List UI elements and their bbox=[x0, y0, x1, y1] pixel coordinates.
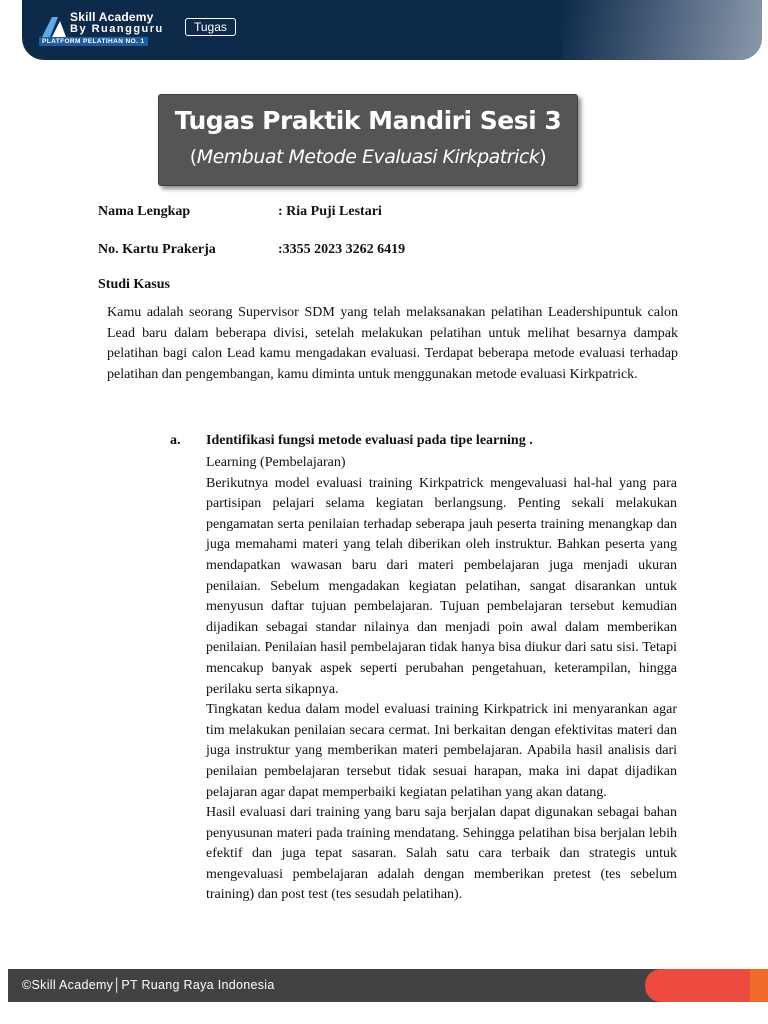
item-heading: Identifikasi fungsi metode evaluasi pada tipe learning . bbox=[206, 433, 533, 448]
card-number-value: :3355 2023 3262 6419 bbox=[278, 242, 406, 257]
case-study-heading: Studi Kasus bbox=[98, 277, 170, 292]
footer-accent-shape bbox=[645, 969, 750, 1002]
name-value: : Ria Puji Lestari bbox=[278, 204, 382, 219]
page-title: Tugas Praktik Mandiri Sesi 3 bbox=[174, 106, 562, 135]
item-body bbox=[206, 453, 677, 906]
header-bar bbox=[22, 0, 762, 60]
item-paragraph: Berikutnya model evaluasi training Kirkpatrick mengevaluasi hal-hal yang para partisipan pelajari selama kegiatan berlangsung. Penting sekali melakukan pengamatan serta penilaian terhadap seberapa jauh peserta training menangkap dan juga memahami materi yang telah diberikan oleh instruktur. Bahkan peserta yang mendapatkan wawasan baru dari materi pembelajaran juga menjadi ukuran penilaian. Sebelum mengadakan kegiatan pelatihan, sangat disarankan untuk menyusun daftar tujuan pembelajaran. Tujuan pembelajaran tersebut kemudian dijadikan sebagai standar nilainya dan menjadi poin awal dalam memberikan penilaian. Penilaian hasil pembelajaran tidak hanya bisa diukur dari satu sisi. Tetapi mencakup banyak aspek seperti perubahan pengetahuan, keterampilan, hingga perilaku serta sikapnya. bbox=[206, 475, 677, 697]
item-marker: a. bbox=[170, 433, 181, 448]
subtitle-close-paren: ) bbox=[539, 146, 547, 168]
brand-badge: PLATFORM PELATIHAN NO. 1 bbox=[39, 37, 148, 46]
subtitle-open-paren: ( bbox=[189, 146, 197, 168]
name-label: Nama Lengkap bbox=[98, 204, 191, 219]
header-decoration bbox=[562, 0, 762, 60]
case-study-text: Kamu adalah seorang Supervisor SDM yang telah melaksanakan pelatihan Leadershipuntuk calon Lead baru dalam beberapa divisi, setelah melakukan pelatihan untuk melihat besarnya dampak pelatihan bagi calon Lead kamu mengadakan evaluasi. Terdapat beberapa metode evaluasi terhadap pelatihan dan pengembangan, kamu diminta untuk menggunakan metode evaluasi Kirkpatrick. bbox=[107, 305, 678, 382]
item-paragraph: Tingkatan kedua dalam model evaluasi training Kirkpatrick ini menyarankan agar tim melakukan penilaian secara cermat. Ini berkaitan dengan efektivitas materi dan juga instruktur yang memberikan materi pembelajaran. Apabila hasil analisis dari penilaian pembelajaran tersebut tidak sesuai harapan, maka ini dapat dijadikan pelajaran agar dapat memperbaiki kegiatan pelatihan yang akan datang. bbox=[206, 702, 677, 800]
subtitle-text: Membuat Metode Evaluasi Kirkpatrick bbox=[196, 146, 540, 168]
title-box bbox=[158, 94, 578, 186]
card-number-label: No. Kartu Prakerja bbox=[98, 242, 216, 257]
footer-copyright: ©Skill Academy│PT Ruang Raya Indonesia bbox=[22, 978, 275, 992]
page-subtitle bbox=[159, 146, 577, 168]
tugas-tag: Tugas bbox=[185, 18, 236, 36]
footer-bar bbox=[8, 969, 768, 1002]
item-paragraph: Hasil evaluasi dari training yang baru saja berjalan dapat digunakan sebagai bahan penyusunan materi pada training mendatang. Sehingga pelatihan bisa berjalan lebih efektif dan juga tepat sasaran. Salah satu cara terbaik dan strategis untuk mengevaluasi pembelajaran adalah dengan memberikan pretest (tes sebelum training) dan post test (tes sesudah pelatihan). bbox=[206, 805, 677, 903]
footer-accent-edge bbox=[750, 969, 768, 1002]
brand-subtitle: By Ruangguru bbox=[70, 23, 164, 35]
item-subheading: Learning (Pembelajaran) bbox=[206, 455, 346, 470]
brand-name: Skill Academy bbox=[70, 10, 154, 24]
